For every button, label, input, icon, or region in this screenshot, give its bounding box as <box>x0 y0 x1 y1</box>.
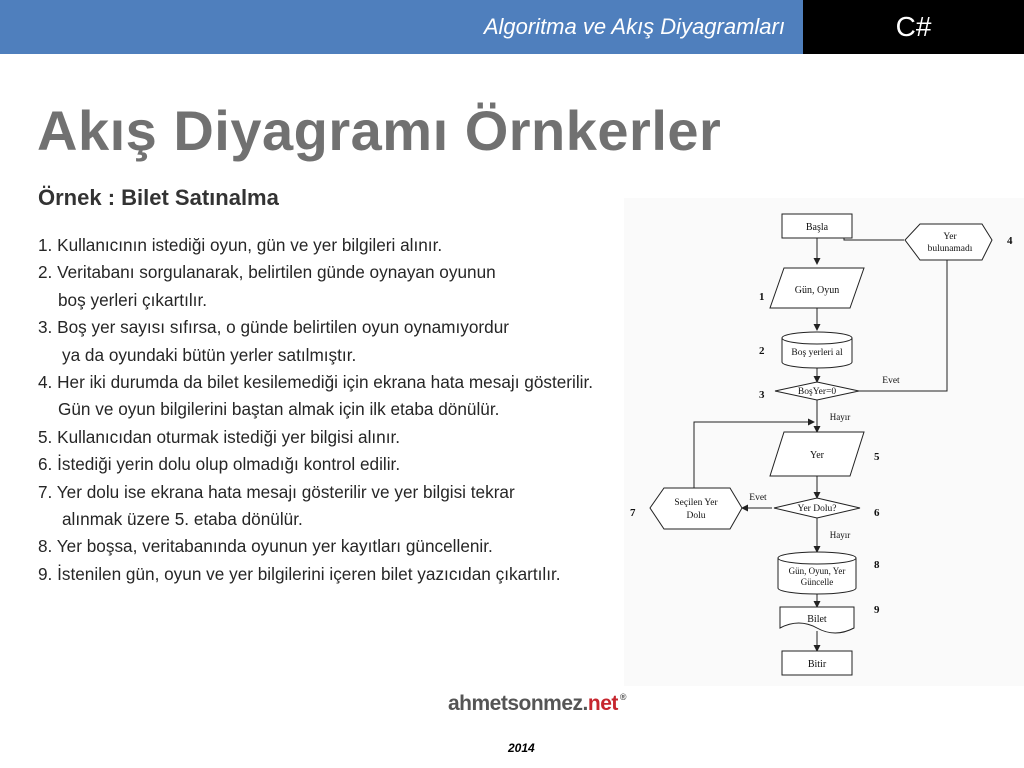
step-number: 4 <box>1007 235 1013 247</box>
step-line: Gün ve oyun bilgilerini baştan almak için ilk etaba dönülür. <box>58 399 500 420</box>
step-number: 5 <box>874 451 880 463</box>
page-title: Akış Diyagramı Örnkerler <box>37 99 722 162</box>
step-line: 8. Yer boşsa, veritabanında oyunun yer kayıtları güncellenir. <box>38 536 493 557</box>
input-day-play-label: Gün, Oyun <box>794 285 840 296</box>
step-line: 7. Yer dolu ise ekrana hata mesajı gösterilir ve yer bilgisi tekrar <box>38 481 515 502</box>
db-query-label: Boş yerleri al <box>791 348 843 358</box>
decision-seat-full-label: Yer Dolu? <box>797 504 837 514</box>
output-ticket-label: Bilet <box>807 614 827 625</box>
site-logo <box>448 692 626 716</box>
display-seat-full-node <box>650 488 742 529</box>
step-number: 8 <box>874 559 880 571</box>
end-label: Bitir <box>807 659 827 670</box>
db-update-label: Güncelle <box>800 577 834 587</box>
header-bar <box>0 0 803 54</box>
step-line: 1. Kullanıcının istediği oyun, gün ve yer bilgileri alınır. <box>38 235 443 255</box>
display-seat-full-label: Dolu <box>686 511 706 521</box>
flowchart-svg <box>624 198 1024 686</box>
header-tag: C# <box>803 0 1024 54</box>
db-query-top <box>782 332 852 344</box>
flowchart <box>624 198 1024 686</box>
logo-net: net <box>587 692 618 715</box>
step-number: 3 <box>759 389 765 401</box>
step-number: 9 <box>874 604 880 616</box>
footer-year: 2014 <box>508 741 535 755</box>
db-update-label: Gün, Oyun, Yer <box>788 566 846 576</box>
step-line: 2. Veritabanı sorgulanarak, belirtilen günde oynayan oyunun <box>38 262 496 283</box>
step-number: 1 <box>759 291 765 303</box>
no-label: Hayır <box>829 412 851 422</box>
step-line: 9. İstenilen gün, oyun ve yer bilgilerini içeren bilet yazıcıdan çıkartılır. <box>38 563 561 584</box>
subtitle: Örnek : Bilet Satınalma <box>38 185 279 210</box>
connector-line <box>859 260 947 391</box>
step-line: 4. Her iki durumda da bilet kesilemediği için ekrana hata mesajı gösterilir. <box>38 372 594 393</box>
step-line: ya da oyundaki bütün yerler satılmıştır. <box>62 344 357 365</box>
start-label: Başla <box>805 222 829 233</box>
logo-text: ahmetsonmez. <box>448 692 588 715</box>
display-no-seat-label: Yer <box>943 232 957 242</box>
display-no-seat-label: bulunamadı <box>927 244 973 254</box>
no-label: Hayır <box>829 530 851 540</box>
decision-empty-seats-label: BoşYer=0 <box>797 387 837 397</box>
yes-label: Evet <box>882 376 900 386</box>
step-line: 5. Kullanıcıdan oturmak istediği yer bilgisi alınır. <box>38 426 401 447</box>
step-line: boş yerleri çıkartılır. <box>58 289 207 310</box>
db-update-top <box>778 552 856 564</box>
step-number: 6 <box>874 507 880 519</box>
registered-icon: ® <box>619 692 627 702</box>
step-number: 2 <box>759 345 765 357</box>
yes-label: Evet <box>749 493 767 503</box>
step-line: alınmak üzere 5. etaba dönülür. <box>62 509 303 530</box>
display-seat-full-label: Seçilen Yer <box>674 498 718 508</box>
input-seat-label: Yer <box>810 450 824 461</box>
step-line: 6. İstediği yerin dolu olup olmadığı kontrol edilir. <box>38 454 401 475</box>
step-number: 7 <box>630 507 636 519</box>
header-title: Algoritma ve Akış Diyagramları <box>483 14 785 39</box>
display-no-seat-node <box>905 224 992 260</box>
step-line: 3. Boş yer sayısı sıfırsa, o günde belirtilen oyun oynamıyordur <box>38 317 509 338</box>
